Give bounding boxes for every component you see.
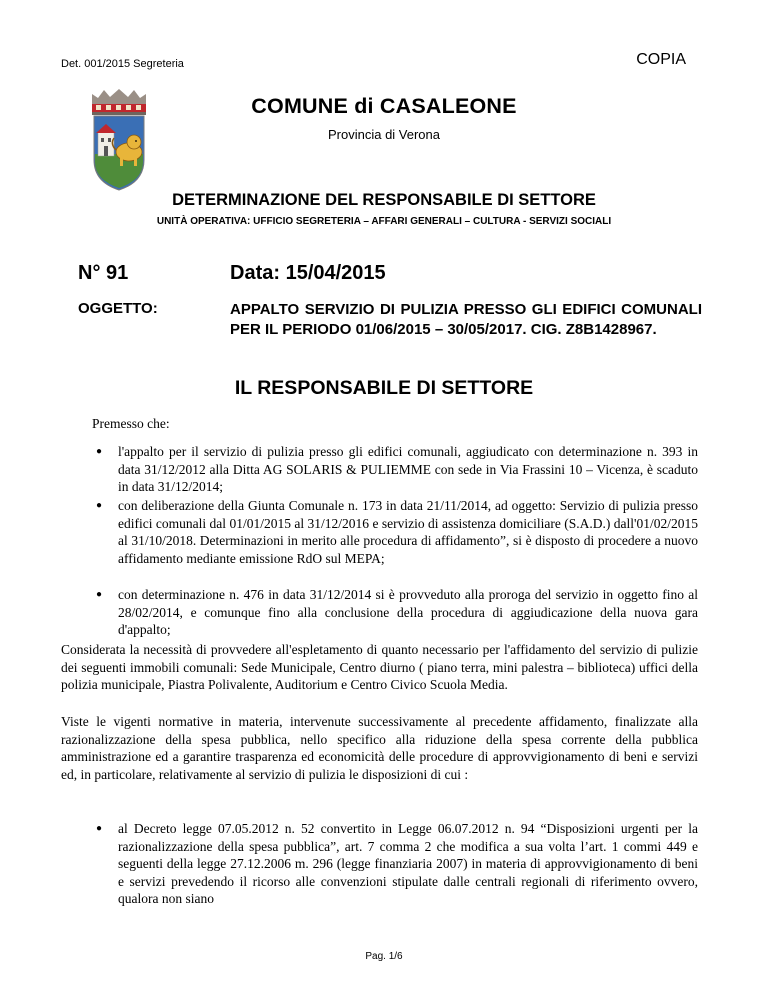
premise-bullet [96, 497, 698, 567]
premise-intro: Premesso che: [92, 416, 170, 431]
bullet-icon: ● [96, 823, 103, 834]
premise-bullet-text: con determinazione n. 476 in data 31/12/2014 si è provveduto alla proroga del servizio in oggetto fino al 28/02/2014, e comunque fino alla conclusione della procedura di aggiudicazione della nuova gara d'appalto; [118, 587, 698, 637]
premise-bullet [96, 443, 698, 496]
determination-reference: Det. 001/2015 Segreteria [61, 58, 184, 70]
premise-bullet-text: con deliberazione della Giunta Comunale n. 173 in data 21/11/2014, ad oggetto: Servizio di pulizia presso edifici comunali dal 01/01/2015 al 31/12/2016 e servizio di assistenza domiciliare (S.A.D.) dall'01/02/2015 al 31/10/2018. Determinazioni in merito alle procedura di affidamento”, si è disposto di procedere a nuovo affidamento mediante emissione RdO sul MEPA; [118, 498, 698, 566]
regulation-bullet-text: al Decreto legge 07.05.2012 n. 52 convertito in Legge 06.07.2012 n. 94 “Disposizioni urgenti per la razionalizzazione della spesa pubblica”, art. 7 comma 2 che modifica a sua volta l’art. 1 commi 449 e seguenti della legge 27.12.2006 m. 296 (legge finanziaria 2007) in materia di approvvigionamento di beni e servizi prevedendo il ricorso alle convenzioni stipulate dalle centrali regionali di riferimento ovvero, qualora non siano [118, 821, 698, 906]
copy-label: COPIA [636, 51, 686, 68]
bullet-icon: ● [96, 589, 103, 600]
premise-bullet-text: l'appalto per il servizio di pulizia presso gli edifici comunali, aggiudicato con determinazione n. 393 in data 31/12/2012 alla Ditta AG SOLARIS & PULIEMME con sede in Via Frassini 10 – Vicenza, è scaduto in data 31/12/2014; [118, 444, 698, 494]
determination-number: N° 91 [78, 262, 129, 284]
province-name: Provincia di Verona [327, 127, 440, 142]
bullet-icon: ● [96, 446, 103, 457]
determination-date: Data: 15/04/2015 [230, 262, 386, 284]
viste-paragraph: Viste le vigenti normative in materia, intervenute successivamente al precedente affidamento, finalizzate alla razionalizzazione della spesa pubblica, nello specifico alla riduzione della spesa corrente della pubblica amministrazione ed a garantire trasparenza ed economicità delle procedure di approvvigionamento di beni e servizi ed, in particolare, relativamente al servizio di pulizia le disposizioni di cui : [61, 714, 698, 782]
considerata-paragraph: Considerata la necessità di provvedere all'espletamento di quanto necessario per l'affidamento del servizio di pulizie dei seguenti immobili comunali: Sede Municipale, Centro diurno ( piano terra, mini palestra – biblioteca) uffici della polizia municipale, Piastra Polivalente, Auditorium e Centro Civico Scuola Media. [61, 642, 698, 692]
page-number: Pag. 1/6 [365, 951, 403, 962]
operating-unit: UNITÀ OPERATIVA: UFFICIO SEGRETERIA – AFFARI GENERALI – CULTURA - SERVIZI SOCIALI [156, 216, 612, 227]
subject-label: OGGETTO: [78, 300, 158, 317]
section-heading: IL RESPONSABILE DI SETTORE [234, 377, 534, 399]
premise-bullet [96, 586, 698, 639]
municipality-name: COMUNE di CASALEONE [251, 94, 517, 118]
determination-title: DETERMINAZIONE DEL RESPONSABILE DI SETTORE [172, 191, 596, 209]
bullet-icon: ● [96, 500, 103, 511]
regulation-bullet [96, 820, 698, 908]
subject-text: APPALTO SERVIZIO DI PULIZIA PRESSO GLI EDIFICI COMUNALI PER IL PERIODO 01/06/2015 – 30/05/2017. CIG. Z8B1428967. [230, 301, 702, 338]
